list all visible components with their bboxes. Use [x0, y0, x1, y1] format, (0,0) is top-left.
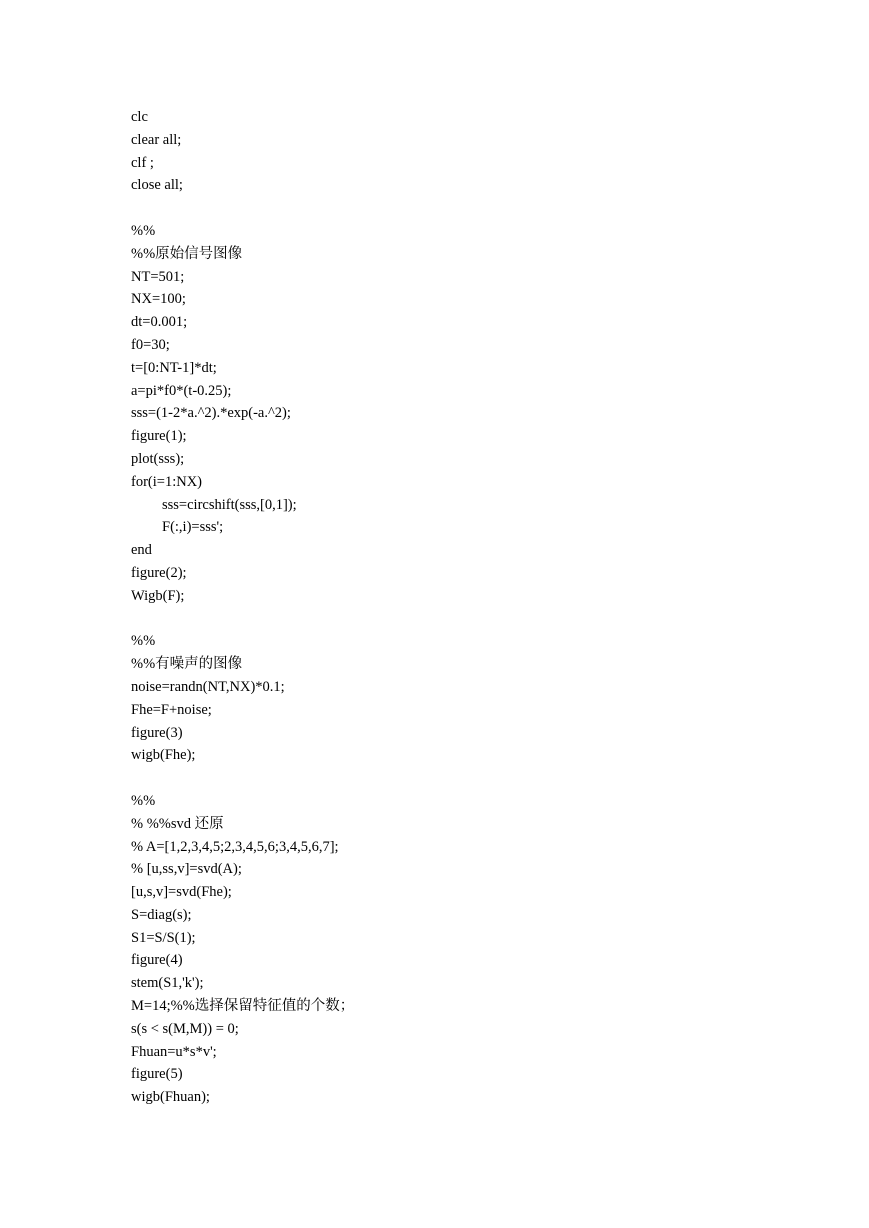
code-line: %%原始信号图像	[131, 245, 243, 262]
code-line: noise=randn(NT,NX)*0.1;	[131, 678, 285, 695]
code-line: for(i=1:NX)	[131, 473, 202, 490]
code-line: Wigb(F);	[131, 587, 185, 604]
code-line: M=14;%%选择保留特征值的个数；	[131, 998, 355, 1015]
code-line: [u,s,v]=svd(Fhe);	[131, 884, 232, 901]
code-line: stem(S1,'k');	[131, 975, 204, 992]
code-line: wigb(Fhuan);	[131, 1089, 210, 1106]
code-line: close all;	[131, 177, 183, 194]
code-line: figure(5)	[131, 1066, 183, 1083]
code-line: sss=(1-2*a.^2).*exp(-a.^2);	[131, 405, 291, 422]
code-line: S=diag(s);	[131, 906, 192, 923]
code-line: % [u,ss,v]=svd(A);	[131, 861, 242, 878]
code-line: end	[131, 542, 152, 559]
code-line: figure(3)	[131, 724, 183, 741]
blank-line	[131, 608, 354, 631]
code-line: a=pi*f0*(t-0.25);	[131, 382, 232, 399]
code-line: plot(sss);	[131, 450, 185, 467]
code-line: f0=30;	[131, 336, 170, 353]
code-line: %%	[131, 792, 156, 809]
code-line: wigb(Fhe);	[131, 747, 196, 764]
blank-line	[131, 767, 354, 790]
code-line: figure(4)	[131, 952, 183, 969]
code-listing	[131, 106, 354, 1109]
code-line: figure(1);	[131, 428, 187, 445]
blank-line	[131, 197, 354, 220]
code-line: F(:,i)=sss';	[162, 519, 224, 536]
code-line: Fhe=F+noise;	[131, 701, 212, 718]
code-line: % A=[1,2,3,4,5;2,3,4,5,6;3,4,5,6,7];	[131, 838, 339, 855]
code-line: clc	[131, 109, 148, 125]
code-line: %%有噪声的图像	[131, 656, 243, 673]
code-line: clf ;	[131, 154, 154, 171]
code-line: NX=100;	[131, 291, 186, 308]
code-line: %%	[131, 633, 156, 650]
code-line: figure(2);	[131, 564, 187, 581]
code-line: S1=S/S(1);	[131, 929, 196, 946]
code-line: % %%svd 还原	[131, 815, 224, 832]
code-line: %%	[131, 222, 156, 239]
code-line: dt=0.001;	[131, 314, 188, 331]
code-line: NT=501;	[131, 268, 185, 285]
code-line: t=[0:NT-1]*dt;	[131, 359, 217, 376]
code-line: s(s < s(M,M)) = 0;	[131, 1020, 239, 1037]
code-line: clear all;	[131, 131, 182, 148]
code-line: Fhuan=u*s*v';	[131, 1043, 217, 1060]
code-line: sss=circshift(sss,[0,1]);	[162, 496, 297, 513]
